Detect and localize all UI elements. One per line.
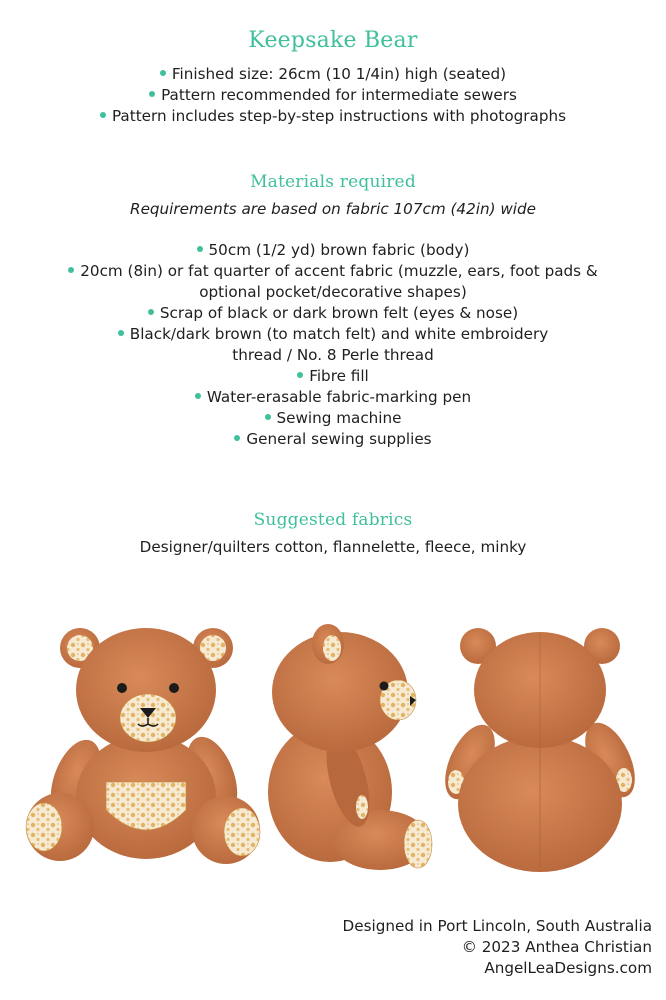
bullet-dot-icon — [234, 435, 240, 441]
footer-location: Designed in Port Lincoln, South Australia — [342, 917, 652, 935]
bullet-dot-icon — [265, 414, 271, 420]
bear-side-icon — [268, 624, 432, 870]
fabrics-text: Designer/quilters cotton, flannelette, fleece, minky — [139, 538, 527, 556]
list-item: General sewing supplies — [0, 429, 666, 450]
bear-photos — [0, 612, 666, 882]
footer-copyright: © 2023 Anthea Christian — [461, 938, 652, 956]
bullet-dot-icon — [118, 330, 124, 336]
list-item: Black/dark brown (to match felt) and white embroidery — [0, 324, 666, 345]
bullet-dot-icon — [195, 393, 201, 399]
page-title: Keepsake Bear — [248, 28, 418, 53]
list-item-continuation: thread / No. 8 Perle thread — [232, 346, 434, 364]
materials-heading: Materials required — [250, 172, 416, 192]
bear-back-icon — [435, 628, 645, 872]
list-item: Pattern includes step-by-step instructions with photographs — [0, 106, 666, 127]
list-item: Fibre fill — [0, 366, 666, 387]
list-item: Scrap of black or dark brown felt (eyes & nose) — [0, 303, 666, 324]
materials-list — [0, 240, 666, 450]
list-item: Finished size: 26cm (10 1/4in) high (seated) — [0, 64, 666, 85]
fabrics-text-wrap — [0, 537, 666, 558]
bullet-dot-icon — [297, 372, 303, 378]
list-item: Sewing machine — [0, 408, 666, 429]
bullet-dot-icon — [68, 267, 74, 273]
bullet-dot-icon — [100, 112, 106, 118]
footer-credits — [343, 916, 652, 979]
list-item: Pattern recommended for intermediate sewers — [0, 85, 666, 106]
bullet-dot-icon — [149, 91, 155, 97]
materials-note-wrap — [0, 199, 666, 220]
materials-note: Requirements are based on fabric 107cm (42in) wide — [130, 200, 536, 218]
list-item: Water-erasable fabric-marking pen — [0, 387, 666, 408]
bullet-dot-icon — [148, 309, 154, 315]
header-bullet-list — [0, 64, 666, 127]
footer-website[interactable]: AngelLeaDesigns.com — [484, 959, 652, 977]
bullet-dot-icon — [160, 70, 166, 76]
list-item-continuation: optional pocket/decorative shapes) — [199, 283, 467, 301]
list-item: 20cm (8in) or fat quarter of accent fabric (muzzle, ears, foot pads & — [0, 261, 666, 282]
fabrics-heading: Suggested fabrics — [253, 510, 413, 530]
bullet-dot-icon — [197, 246, 203, 252]
list-item: 50cm (1/2 yd) brown fabric (body) — [0, 240, 666, 261]
bear-front-icon — [26, 628, 260, 864]
